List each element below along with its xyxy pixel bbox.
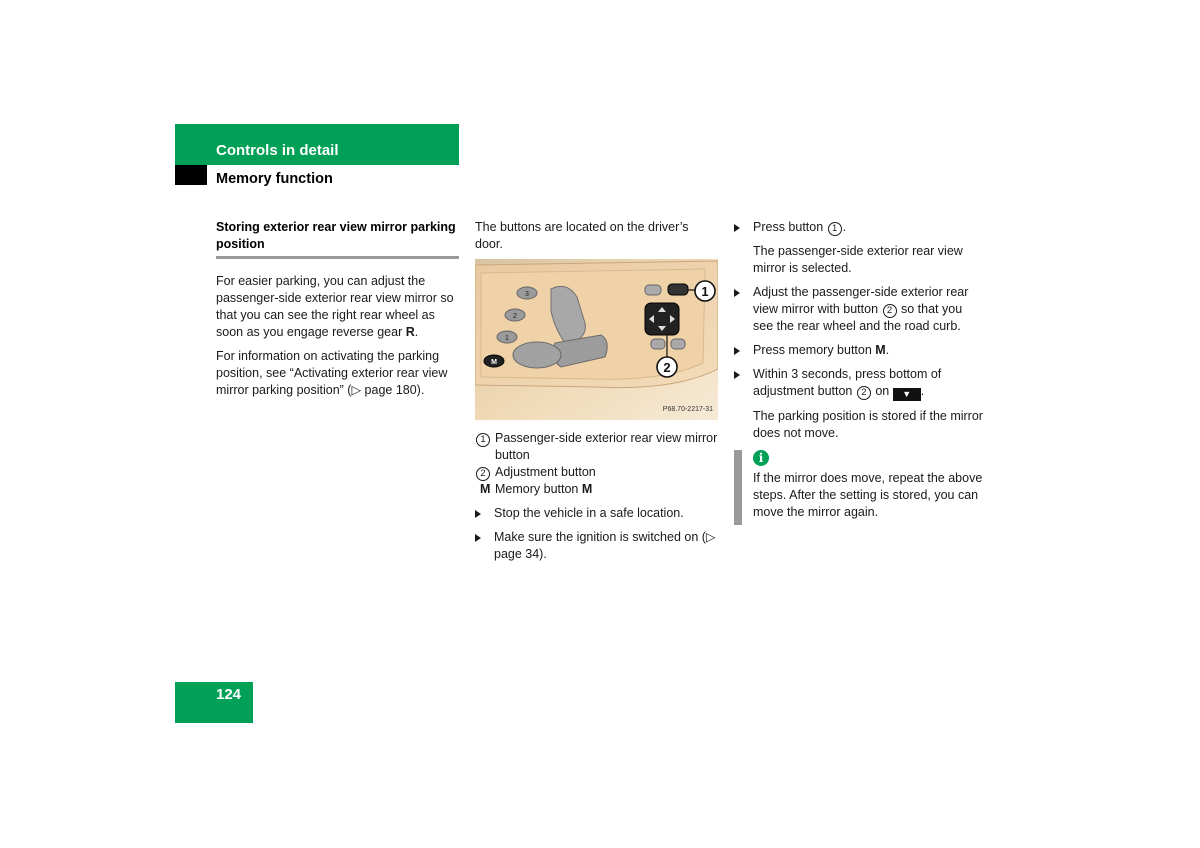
bullet-arrow-icon: [734, 289, 740, 297]
page-number: 124: [216, 686, 242, 703]
bullet-arrow-icon: [734, 224, 740, 232]
note-bar: [734, 450, 742, 525]
step-item: Stop the vehicle in a safe location.: [475, 505, 719, 522]
figure-code: P68.70-2217-31: [662, 406, 713, 413]
page-number-box: [175, 682, 253, 723]
figure-intro: The buttons are located on the driver’s door.: [475, 220, 689, 251]
step-item: Press button 1 .: [734, 219, 984, 236]
subsection-title: Memory function: [216, 171, 333, 187]
info-icon: i: [753, 450, 769, 466]
note-text: If the mirror does move, repeat the above steps. After the setting is stored, you can move the mirror again.: [753, 471, 983, 519]
column-left: [216, 219, 459, 406]
paragraph-reference: For information on activating the parking position, see “Activating exterior rear view mirror parking position” (▷ page 180).: [216, 349, 448, 397]
svg-text:1: 1: [701, 284, 709, 299]
info-note: [734, 450, 984, 521]
step-item: Adjust the passenger-side exterior rear view mirror with button 2 so that you see the rear wheel and the road curb.: [734, 284, 984, 335]
step-result: The passenger-side exterior rear view mirror is selected.: [753, 244, 963, 275]
svg-text:2: 2: [513, 313, 517, 320]
column-middle: [475, 219, 719, 570]
bullet-arrow-icon: [475, 534, 481, 542]
paragraph-intro: For easier parking, you can adjust the passenger-side exterior rear view mirror so that you can see the right rear wheel as soon as you engage reverse gear R.: [216, 274, 454, 339]
step-item: Make sure the ignition is switched on (▷ page 34).: [475, 529, 719, 563]
down-arrow-key-icon: ▼: [893, 388, 921, 401]
bullet-arrow-icon: [734, 371, 740, 379]
column-right: [734, 219, 984, 521]
bullet-arrow-icon: [734, 347, 740, 355]
legend-item: 1 Passenger-side exterior rear view mirror button: [475, 430, 719, 464]
bullet-arrow-icon: [475, 510, 481, 518]
svg-text:3: 3: [525, 291, 529, 298]
subsection-marker: [175, 165, 207, 185]
svg-text:M: M: [491, 359, 497, 366]
legend-item: 2 Adjustment button: [475, 464, 719, 481]
step-result: The parking position is stored if the mirror does not move.: [753, 409, 983, 440]
svg-text:2: 2: [663, 360, 671, 375]
section-title: Controls in detail: [216, 142, 339, 159]
svg-text:1: 1: [505, 335, 509, 342]
step-item: Press memory button M.: [734, 342, 984, 359]
step-item: Within 3 seconds, press bottom of adjustment button 2 on ▼ .: [734, 366, 984, 401]
door-controls-illustration: [475, 259, 718, 420]
legend-item: M Memory button M: [480, 482, 593, 496]
door-controls-figure: [475, 259, 718, 420]
section-heading: Storing exterior rear view mirror parking position: [216, 219, 459, 259]
